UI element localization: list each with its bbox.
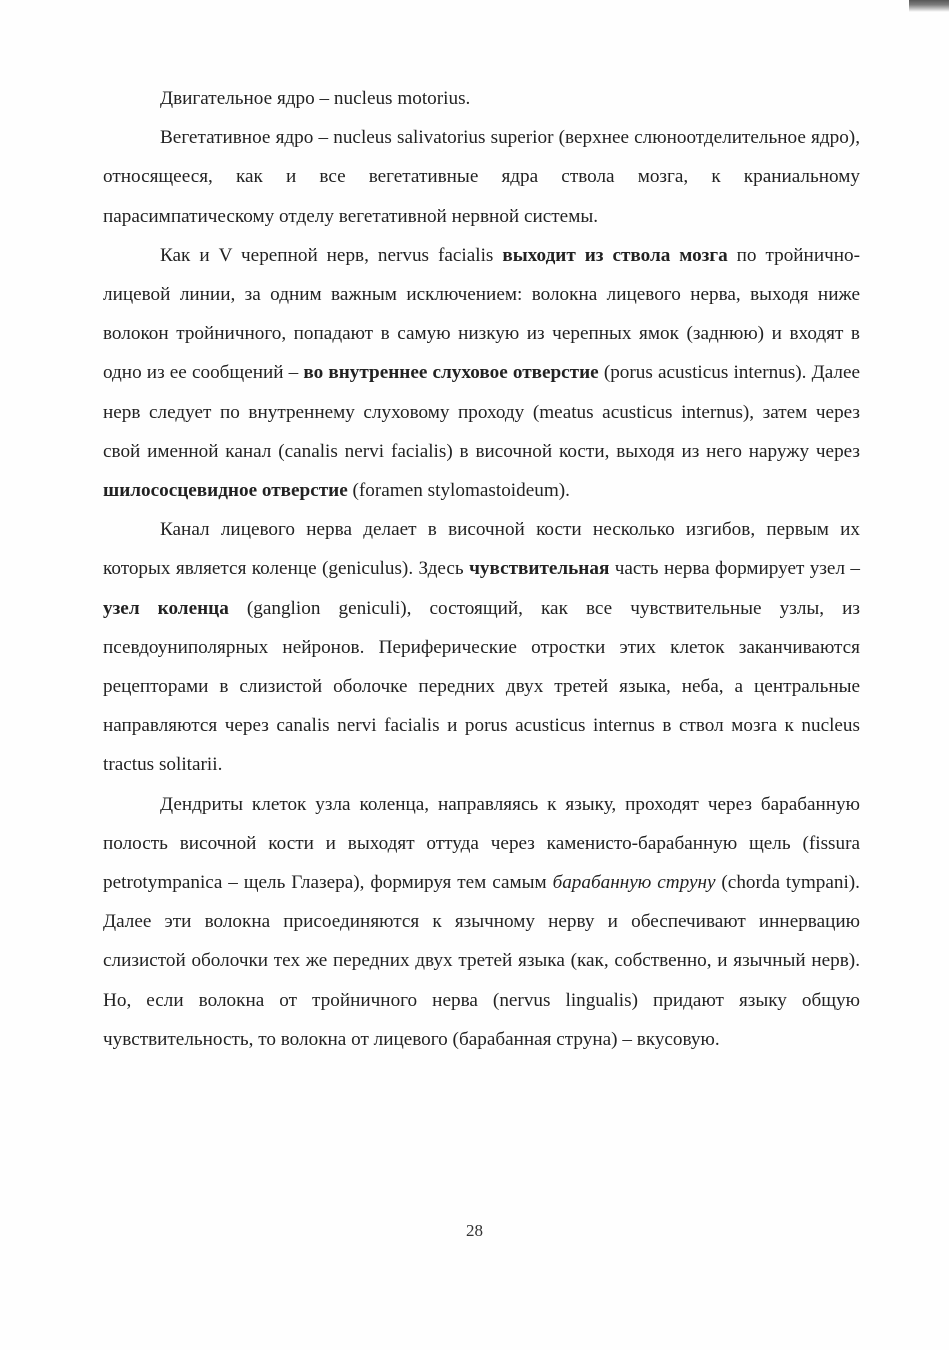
- page-number: 28: [466, 1221, 483, 1240]
- text-segment: (chorda tympani). Далее эти волокна присоединяются к язычному нерву и обеспечивают иннервацию слизистой оболочки тех же передних двух третей языка (как, собственно, и язычный нерв). Но, если волокна от тройничного нерва (nervus lingualis) придают языку общую чувствительность, то волокна от лицевого (барабанная струна) – вкусовую.: [103, 872, 860, 1050]
- text-segment: (porus acusticus internus). Далее нерв следует по внутреннему слуховому проходу (meatus acusticus internus), затем через свой именной канал (canalis nervi facialis) в височной кости, выходя из него наружу через: [103, 362, 860, 462]
- text-segment: Вегетативное ядро – nucleus salivatorius superior (верхнее слюноотделительное ядро), относящееся, как и все вегетативные ядра ствола мозга, к краниальному парасимпатическому отделу вегетативной нервной системы.: [103, 127, 860, 227]
- text-segment: часть нерва формирует узел –: [609, 558, 861, 580]
- bold-term: во внутреннее слуховое отверстие: [303, 362, 599, 384]
- text-segment: Канал лицевого нерва делает в височной кости несколько изгибов, первым их которых является коленце (geniculus). Здесь: [103, 519, 860, 580]
- text-segment: (ganglion geniculi), состоящий, как все чувствительные узлы, из псевдоуниполярных нейронов. Периферические отростки этих клеток заканчиваются рецепторами в слизистой оболочке передних двух третей языка, неба, а центральные направляются через canalis nervi facialis и porus acusticus internus в ствол мозга к nucleus tractus solitarii.: [103, 597, 861, 776]
- text-segment: (foramen stylomastoideum).: [347, 480, 570, 502]
- bold-term: чувствительная: [469, 558, 610, 580]
- paragraph-facial-canal: [103, 510, 860, 784]
- text-segment: Дендриты клеток узла коленца, направляясь к языку, проходят через барабанную полость височной кости и выходят оттуда через каменисто-барабанную щель (fissura petrotympanica – щель Глазера), формируя тем самым: [103, 793, 860, 894]
- paragraph-chorda-tympani: [103, 785, 860, 1059]
- text-segment: Двигательное ядро – nucleus motorius.: [160, 88, 471, 109]
- paragraph-nerve-exit: [103, 236, 860, 510]
- scan-edge-shadow: [909, 0, 949, 12]
- paragraph-vegetative-nucleus: [103, 118, 860, 236]
- text-segment: Как и V черепной нерв, nervus facialis: [160, 244, 503, 266]
- text-segment: по тройнично-лицевой линии, за одним важным исключением: волокна лицевого нерва, выходя ниже волокон тройничного, попадают в самую низкую из черепных ямок (заднюю) и входят в одно из ее сообщений –: [103, 244, 860, 384]
- italic-term: барабанную струну: [552, 872, 716, 894]
- paragraph-motor-nucleus: [103, 79, 860, 118]
- bold-term: шилососцевидное отверстие: [103, 480, 348, 502]
- body-text: [103, 79, 860, 1059]
- bold-term: выходит из ствола мозга: [502, 244, 728, 266]
- bold-term: узел коленца: [103, 597, 229, 619]
